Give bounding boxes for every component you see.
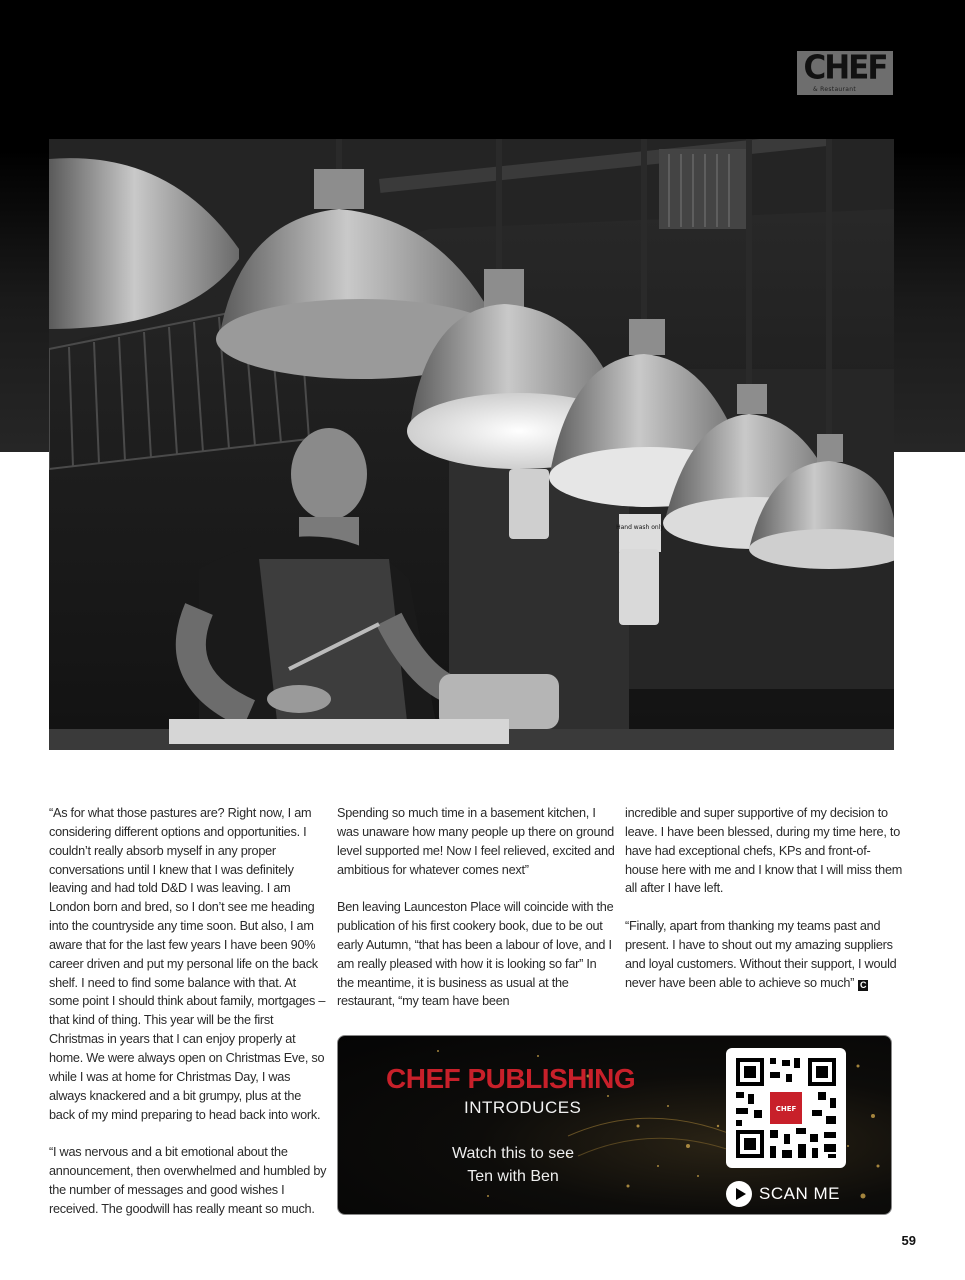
article-column-3	[625, 804, 903, 1011]
logo-word: CHEF	[803, 49, 887, 87]
end-mark-icon: C	[859, 979, 867, 990]
paragraph: Ben leaving Launceston Place will coincide with the publication of his first cookery book, due to be out early Autumn, “that has been a labour of love, and I am really pleased with how it is looking so far” In the meantime, it is business as usual at the restaurant, “my team have been	[337, 900, 614, 1009]
article-column-1	[49, 804, 327, 1237]
promo-introduces: INTRODUCES	[464, 1098, 582, 1117]
play-icon	[726, 1181, 752, 1207]
qr-code[interactable]	[726, 1048, 846, 1168]
scan-me-label: SCAN ME	[759, 1184, 840, 1203]
page-number: 59	[901, 1233, 916, 1248]
paragraph: “As for what those pastures are? Right now, I am considering different options and opportunities. I couldn’t really absorb myself in any proper conversations until I knew that I was definitely leaving and had told D&D I was leaving. I am London born and bred, so I don’t see me heading into the countryside any time soon. But also, I am aware that for the last few years I have been 90% career driven and put my personal life on the back shelf. I need to find some balance with that. At some point I should think about family, mortgages – that kind of thing. This year will be the first Christmas in years that I can enjoy properly at home. We were always open on Christmas Eve, so while I was at home for Christmas Day, I was always knackered and a bit grumpy, plus at the back of my mind preparing to head back into work.	[49, 806, 326, 1122]
promo-watch-text	[398, 1142, 628, 1188]
hand-wash-sign: Hand wash only	[616, 524, 664, 531]
paragraph-with-end-mark	[625, 917, 903, 992]
article-column-2	[337, 804, 615, 1030]
paragraph: Spending so much time in a basement kitchen, I was unaware how many people up there on ground level supported me! Now I feel relieved, excited and ambitious for whatever comes next”	[337, 806, 615, 877]
qr-badge: CHEF	[775, 1105, 797, 1113]
promo-title: CHEF PUBLISHING	[386, 1063, 636, 1094]
chef-publishing-promo[interactable]	[337, 1035, 892, 1215]
watch-line-1: Watch this to see	[451, 1145, 575, 1162]
chef-logo	[797, 51, 893, 95]
watch-line-2: Ten with Ben	[467, 1168, 559, 1185]
paragraph: “I was nervous and a bit emotional about the announcement, then overwhelmed and humbled by the number of messages and good wishes I received. The goodwill has really meant so much.	[49, 1145, 327, 1216]
kitchen-photo	[49, 139, 894, 750]
logo-subtitle: & Restaurant	[813, 86, 857, 93]
paragraph-text: “Finally, apart from thanking my teams past and present. I have to shout out my amazing suppliers and loyal customers. Without their support, I would never have been able to achieve so much”	[625, 919, 897, 990]
paragraph: incredible and super supportive of my decision to leave. I have been blessed, during my time here, to have had exceptional chefs, KPs and front-of-house here with me and I know that I will miss them all after I have left.	[625, 806, 903, 896]
scan-me-button[interactable]	[726, 1181, 846, 1207]
